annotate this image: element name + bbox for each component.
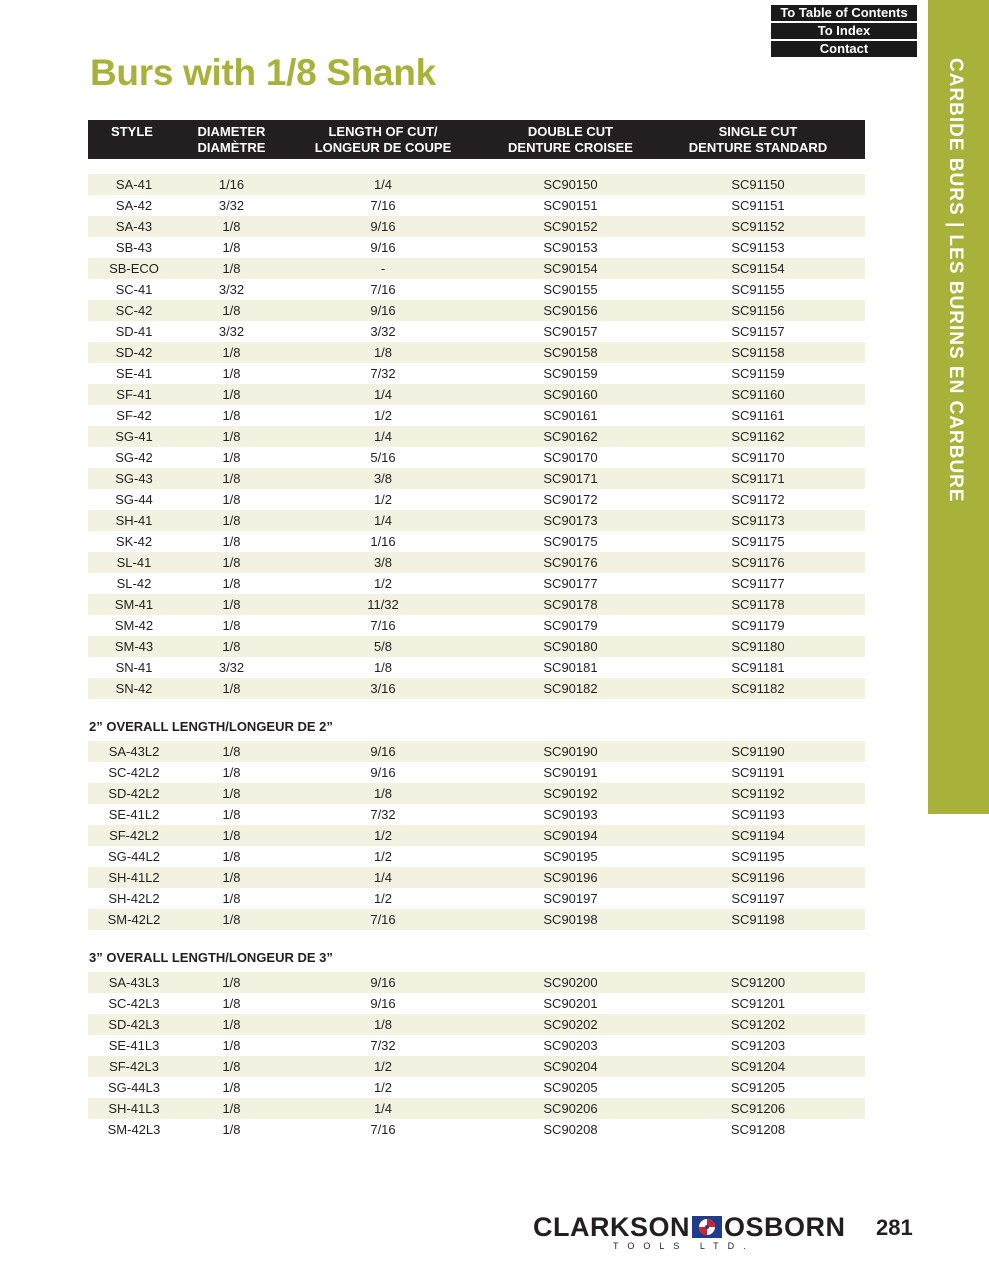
table-row bbox=[88, 846, 865, 867]
cell-diameter: 1/8 bbox=[222, 471, 241, 486]
cell-double-cut: SC90193 bbox=[543, 807, 598, 822]
cell-double-cut: SC90198 bbox=[543, 912, 598, 927]
cell-single-cut: SC91191 bbox=[731, 765, 785, 780]
table-row bbox=[88, 762, 865, 783]
cell-diameter: 1/8 bbox=[222, 891, 241, 906]
cell-length-of-cut: 7/16 bbox=[370, 618, 396, 633]
cell-style: SG-44L2 bbox=[107, 849, 161, 864]
cell-length-of-cut: 1/16 bbox=[370, 534, 396, 549]
cell-double-cut: SC90150 bbox=[543, 177, 598, 192]
cell-double-cut: SC90191 bbox=[543, 765, 598, 780]
cell-style: SA-43L2 bbox=[108, 744, 160, 759]
cell-diameter: 3/32 bbox=[218, 324, 245, 339]
cell-length-of-cut: 1/8 bbox=[373, 1017, 393, 1032]
cell-length-of-cut: 1/4 bbox=[373, 429, 393, 444]
table-row bbox=[88, 300, 865, 321]
cell-diameter: 1/8 bbox=[222, 765, 241, 780]
table-row bbox=[88, 216, 865, 237]
cell-style: SH-42L2 bbox=[108, 891, 160, 906]
cell-single-cut: SC91194 bbox=[731, 828, 785, 843]
cell-double-cut: SC90195 bbox=[543, 849, 598, 864]
cell-style: SC-42L3 bbox=[108, 996, 160, 1011]
table-row bbox=[88, 279, 865, 300]
cell-diameter: 3/32 bbox=[218, 198, 245, 213]
cell-single-cut: SC91157 bbox=[731, 324, 785, 339]
cell-length-of-cut: 7/32 bbox=[370, 807, 396, 822]
table-row bbox=[88, 657, 865, 678]
cell-double-cut: SC90179 bbox=[543, 618, 598, 633]
cell-length-of-cut: 7/16 bbox=[370, 282, 396, 297]
cell-style: SG-44L3 bbox=[107, 1080, 161, 1095]
table-row bbox=[88, 426, 865, 447]
cell-single-cut: SC91162 bbox=[731, 429, 785, 444]
cell-single-cut: SC91175 bbox=[731, 534, 785, 549]
table-row bbox=[88, 1035, 865, 1056]
cell-double-cut: SC90201 bbox=[543, 996, 598, 1011]
cell-single-cut: SC91204 bbox=[730, 1059, 786, 1074]
cell-length-of-cut: 7/32 bbox=[370, 1038, 396, 1053]
table-row bbox=[88, 237, 865, 258]
cell-style: SF-42 bbox=[116, 408, 152, 423]
cell-length-of-cut: 7/16 bbox=[370, 198, 396, 213]
cell-length-of-cut: 9/16 bbox=[370, 975, 396, 990]
cell-diameter: 1/8 bbox=[222, 408, 241, 423]
cell-style: SG-41 bbox=[115, 429, 153, 444]
cell-style: SL-42 bbox=[116, 576, 152, 591]
cell-double-cut: SC90154 bbox=[543, 261, 598, 276]
table-row bbox=[88, 174, 865, 195]
cell-style: SA-43 bbox=[115, 219, 153, 234]
table-row bbox=[88, 993, 865, 1014]
cell-length-of-cut: 1/2 bbox=[373, 828, 393, 843]
cell-length-of-cut: 9/16 bbox=[370, 219, 396, 234]
side-tab-label: CARBIDE BURS | LES BURINS EN CARBURE bbox=[945, 58, 966, 503]
cell-double-cut: SC90208 bbox=[543, 1122, 598, 1137]
header-diameter-fr: DIAMÈTRE bbox=[197, 140, 266, 155]
cell-double-cut: SC90162 bbox=[543, 429, 598, 444]
cell-length-of-cut: 11/32 bbox=[367, 597, 399, 612]
cell-length-of-cut: 3/8 bbox=[373, 555, 393, 570]
cell-diameter: 3/32 bbox=[218, 282, 245, 297]
cell-single-cut: SC91158 bbox=[731, 345, 785, 360]
cell-diameter: 1/8 bbox=[222, 219, 241, 234]
cell-single-cut: SC91154 bbox=[731, 261, 785, 276]
table-row bbox=[88, 1077, 865, 1098]
cell-style: SA-43L3 bbox=[108, 975, 160, 990]
clarkson-osborn-logo bbox=[533, 1213, 846, 1251]
cell-style: SH-41L2 bbox=[108, 870, 160, 885]
cell-style: SE-41 bbox=[115, 366, 153, 381]
cell-double-cut: SC90170 bbox=[543, 450, 598, 465]
cell-style: SM-42L3 bbox=[107, 1122, 161, 1137]
cell-length-of-cut: 9/16 bbox=[370, 303, 396, 318]
cell-length-of-cut: 1/2 bbox=[373, 891, 393, 906]
cell-single-cut: SC91170 bbox=[731, 450, 785, 465]
cell-style: SG-44 bbox=[115, 492, 153, 507]
cell-double-cut: SC90177 bbox=[543, 576, 598, 591]
cell-diameter: 1/8 bbox=[222, 429, 241, 444]
cell-style: SG-43 bbox=[115, 471, 153, 486]
header-double-cut bbox=[483, 124, 658, 156]
cell-style: SA-42 bbox=[115, 198, 153, 213]
cell-length-of-cut: 1/2 bbox=[373, 576, 393, 591]
cell-length-of-cut: 3/32 bbox=[370, 324, 396, 339]
cell-double-cut: SC90181 bbox=[543, 660, 598, 675]
cell-length-of-cut: 1/8 bbox=[373, 660, 393, 675]
cell-style: SB-43 bbox=[115, 240, 153, 255]
cell-style: SM-41 bbox=[114, 597, 154, 612]
cell-diameter: 1/8 bbox=[222, 492, 241, 507]
cell-style: SD-42L3 bbox=[108, 1017, 160, 1032]
cell-style: SF-42L3 bbox=[109, 1059, 159, 1074]
section-title-3in: 3” OVERALL LENGTH/LONGEUR DE 3” bbox=[89, 950, 333, 965]
table-row bbox=[88, 909, 865, 930]
cell-diameter: 1/8 bbox=[222, 807, 241, 822]
table-row bbox=[88, 258, 865, 279]
cell-diameter: 1/8 bbox=[222, 1059, 241, 1074]
cell-length-of-cut: 1/8 bbox=[373, 345, 393, 360]
cell-length-of-cut: 1/2 bbox=[373, 408, 393, 423]
cell-single-cut: SC91201 bbox=[730, 996, 786, 1011]
table-header bbox=[88, 120, 865, 159]
cell-single-cut: SC91159 bbox=[731, 366, 785, 381]
cell-length-of-cut: 1/4 bbox=[373, 387, 393, 402]
cell-diameter: 1/8 bbox=[222, 870, 241, 885]
page-number: 281 bbox=[876, 1215, 913, 1240]
cell-single-cut: SC91202 bbox=[730, 1017, 786, 1032]
header-style-label: STYLE bbox=[111, 124, 153, 139]
cell-single-cut: SC91190 bbox=[731, 744, 785, 759]
cell-style: SC-42L2 bbox=[108, 765, 160, 780]
cell-single-cut: SC91179 bbox=[731, 618, 785, 633]
section-title-2in: 2” OVERALL LENGTH/LONGEUR DE 2” bbox=[89, 719, 333, 734]
cell-single-cut: SC91195 bbox=[731, 849, 785, 864]
cell-single-cut: SC91178 bbox=[731, 597, 785, 612]
table-row bbox=[88, 1014, 865, 1035]
cell-single-cut: SC91181 bbox=[731, 660, 785, 675]
cell-single-cut: SC91182 bbox=[731, 681, 785, 696]
table-of-contents-link[interactable]: To Table of Contents bbox=[771, 5, 917, 21]
header-double-fr: DENTURE CROISEE bbox=[508, 140, 633, 155]
cell-style: SF-42L2 bbox=[109, 828, 159, 843]
cell-diameter: 1/8 bbox=[222, 996, 241, 1011]
cell-single-cut: SC91160 bbox=[731, 387, 785, 402]
header-single-cut bbox=[658, 124, 858, 156]
cell-diameter: 1/8 bbox=[222, 681, 241, 696]
table-row bbox=[88, 1098, 865, 1119]
table-row bbox=[88, 594, 865, 615]
header-length-en: LENGTH OF CUT/ bbox=[328, 124, 438, 139]
table-row bbox=[88, 1119, 865, 1140]
cell-diameter: 1/8 bbox=[222, 387, 241, 402]
cell-style: SD-42L2 bbox=[108, 786, 160, 801]
header-single-fr: DENTURE STANDARD bbox=[688, 140, 828, 155]
cell-double-cut: SC90196 bbox=[543, 870, 598, 885]
cell-length-of-cut: - bbox=[380, 261, 386, 276]
table-row bbox=[88, 342, 865, 363]
cell-double-cut: SC90171 bbox=[543, 471, 598, 486]
table-row bbox=[88, 363, 865, 384]
cell-single-cut: SC91172 bbox=[731, 492, 785, 507]
cell-style: SB-ECO bbox=[109, 261, 159, 276]
cell-length-of-cut: 9/16 bbox=[370, 744, 396, 759]
cell-diameter: 1/8 bbox=[222, 261, 241, 276]
cell-single-cut: SC91177 bbox=[731, 576, 785, 591]
index-link[interactable]: To Index bbox=[771, 23, 917, 39]
cell-length-of-cut: 9/16 bbox=[370, 240, 396, 255]
cell-length-of-cut: 5/16 bbox=[370, 450, 396, 465]
cell-single-cut: SC91198 bbox=[731, 912, 785, 927]
cell-style: SD-41 bbox=[115, 324, 153, 339]
cell-double-cut: SC90157 bbox=[543, 324, 598, 339]
cell-single-cut: SC91161 bbox=[731, 408, 785, 423]
table-row bbox=[88, 510, 865, 531]
cell-style: SF-41 bbox=[116, 387, 152, 402]
table-body-2in bbox=[88, 741, 865, 930]
cell-single-cut: SC91197 bbox=[731, 891, 785, 906]
cell-single-cut: SC91200 bbox=[730, 975, 786, 990]
cell-single-cut: SC91193 bbox=[731, 807, 785, 822]
cell-length-of-cut: 3/16 bbox=[370, 681, 396, 696]
cell-style: SA-41 bbox=[115, 177, 153, 192]
cell-diameter: 1/8 bbox=[222, 534, 241, 549]
cell-length-of-cut: 9/16 bbox=[370, 996, 396, 1011]
cell-diameter: 1/16 bbox=[218, 177, 245, 192]
header-diameter-en: DIAMETER bbox=[197, 124, 266, 139]
cell-style: SN-42 bbox=[115, 681, 153, 696]
cell-double-cut: SC90151 bbox=[543, 198, 598, 213]
cell-single-cut: SC91203 bbox=[730, 1038, 786, 1053]
cell-diameter: 1/8 bbox=[222, 1080, 241, 1095]
cell-double-cut: SC90173 bbox=[543, 513, 598, 528]
cell-diameter: 1/8 bbox=[222, 975, 241, 990]
cell-single-cut: SC91151 bbox=[731, 198, 785, 213]
cell-diameter: 1/8 bbox=[222, 912, 241, 927]
logo-mark-icon bbox=[692, 1216, 722, 1238]
cell-double-cut: SC90161 bbox=[543, 408, 598, 423]
cell-length-of-cut: 1/4 bbox=[373, 513, 393, 528]
cell-diameter: 1/8 bbox=[222, 450, 241, 465]
cell-double-cut: SC90159 bbox=[543, 366, 598, 381]
header-length bbox=[283, 124, 483, 156]
table-row bbox=[88, 972, 865, 993]
cell-single-cut: SC91208 bbox=[730, 1122, 786, 1137]
cell-diameter: 1/8 bbox=[222, 1101, 241, 1116]
cell-double-cut: SC90205 bbox=[543, 1080, 598, 1095]
cell-double-cut: SC90204 bbox=[543, 1059, 598, 1074]
table-row bbox=[88, 615, 865, 636]
cell-double-cut: SC90192 bbox=[543, 786, 598, 801]
cell-double-cut: SC90152 bbox=[543, 219, 598, 234]
cell-style: SK-42 bbox=[115, 534, 153, 549]
cell-style: SH-41 bbox=[115, 513, 153, 528]
cell-length-of-cut: 7/16 bbox=[370, 1122, 396, 1137]
cell-diameter: 1/8 bbox=[222, 639, 241, 654]
cell-diameter: 1/8 bbox=[222, 576, 241, 591]
cell-double-cut: SC90182 bbox=[543, 681, 598, 696]
cell-double-cut: SC90160 bbox=[543, 387, 598, 402]
cell-double-cut: SC90158 bbox=[543, 345, 598, 360]
cell-length-of-cut: 1/4 bbox=[373, 870, 393, 885]
cell-single-cut: SC91150 bbox=[731, 177, 785, 192]
cell-double-cut: SC90197 bbox=[543, 891, 598, 906]
table-row bbox=[88, 825, 865, 846]
table-row bbox=[88, 489, 865, 510]
table-row bbox=[88, 783, 865, 804]
cell-single-cut: SC91206 bbox=[730, 1101, 786, 1116]
cell-diameter: 1/8 bbox=[222, 597, 241, 612]
cell-style: SC-42 bbox=[115, 303, 153, 318]
cell-diameter: 1/8 bbox=[222, 513, 241, 528]
table-row bbox=[88, 867, 865, 888]
header-style bbox=[88, 124, 176, 140]
cell-single-cut: SC91192 bbox=[731, 786, 785, 801]
page-title: Burs with 1/8 Shank bbox=[90, 52, 436, 93]
cell-single-cut: SC91156 bbox=[731, 303, 785, 318]
cell-diameter: 1/8 bbox=[222, 555, 241, 570]
table-row bbox=[88, 552, 865, 573]
cell-double-cut: SC90180 bbox=[543, 639, 598, 654]
cell-double-cut: SC90202 bbox=[543, 1017, 598, 1032]
cell-style: SN-41 bbox=[115, 660, 153, 675]
cell-double-cut: SC90172 bbox=[543, 492, 598, 507]
logo-wordmark bbox=[533, 1213, 846, 1241]
cell-diameter: 1/8 bbox=[222, 345, 241, 360]
cell-style: SH-41L3 bbox=[108, 1101, 160, 1116]
cell-double-cut: SC90178 bbox=[543, 597, 598, 612]
header-length-fr: LONGEUR DE COUPE bbox=[314, 140, 452, 155]
table-row bbox=[88, 636, 865, 657]
cell-single-cut: SC91205 bbox=[730, 1080, 786, 1095]
logo-subtitle: TOOLS LTD. bbox=[613, 1241, 755, 1251]
table-row bbox=[88, 804, 865, 825]
table-body-3in bbox=[88, 972, 865, 1140]
cell-length-of-cut: 1/2 bbox=[373, 492, 393, 507]
table-row bbox=[88, 321, 865, 342]
cell-diameter: 3/32 bbox=[218, 660, 245, 675]
cell-style: SL-41 bbox=[116, 555, 152, 570]
table-row bbox=[88, 405, 865, 426]
cell-length-of-cut: 5/8 bbox=[373, 639, 393, 654]
cell-length-of-cut: 1/2 bbox=[373, 1080, 393, 1095]
cell-length-of-cut: 7/16 bbox=[370, 912, 396, 927]
table-row bbox=[88, 573, 865, 594]
cell-single-cut: SC91196 bbox=[731, 870, 785, 885]
cell-style: SM-43 bbox=[114, 639, 154, 654]
table-row bbox=[88, 678, 865, 699]
main-table-body bbox=[88, 174, 865, 699]
cell-double-cut: SC90156 bbox=[543, 303, 598, 318]
logo-left-text: CLARKSON bbox=[533, 1211, 690, 1242]
cell-style: SE-41L3 bbox=[108, 1038, 160, 1053]
table-row bbox=[88, 1056, 865, 1077]
cell-single-cut: SC91173 bbox=[731, 513, 785, 528]
cell-style: SC-41 bbox=[115, 282, 153, 297]
cell-length-of-cut: 1/2 bbox=[373, 849, 393, 864]
cell-double-cut: SC90203 bbox=[543, 1038, 598, 1053]
table-row bbox=[88, 531, 865, 552]
cell-double-cut: SC90175 bbox=[543, 534, 598, 549]
cell-diameter: 1/8 bbox=[222, 828, 241, 843]
cell-length-of-cut: 1/2 bbox=[373, 1059, 393, 1074]
cell-single-cut: SC91155 bbox=[731, 282, 785, 297]
cell-single-cut: SC91176 bbox=[731, 555, 785, 570]
cell-style: SD-42 bbox=[115, 345, 153, 360]
cell-diameter: 1/8 bbox=[222, 618, 241, 633]
logo-right-text: OSBORN bbox=[724, 1211, 846, 1242]
cell-diameter: 1/8 bbox=[222, 303, 241, 318]
table-row bbox=[88, 195, 865, 216]
contact-link[interactable]: Contact bbox=[771, 41, 917, 57]
cell-double-cut: SC90153 bbox=[543, 240, 598, 255]
cell-double-cut: SC90190 bbox=[543, 744, 598, 759]
cell-double-cut: SC90176 bbox=[543, 555, 598, 570]
cell-length-of-cut: 1/4 bbox=[373, 177, 393, 192]
cell-double-cut: SC90155 bbox=[543, 282, 598, 297]
cell-diameter: 1/8 bbox=[222, 744, 241, 759]
cell-double-cut: SC90206 bbox=[543, 1101, 598, 1116]
cell-length-of-cut: 3/8 bbox=[373, 471, 393, 486]
cell-double-cut: SC90200 bbox=[543, 975, 598, 990]
cell-single-cut: SC91153 bbox=[731, 240, 785, 255]
table-row bbox=[88, 384, 865, 405]
cell-diameter: 1/8 bbox=[222, 849, 241, 864]
header-diameter bbox=[180, 124, 283, 156]
table-row bbox=[88, 888, 865, 909]
cell-single-cut: SC91171 bbox=[731, 471, 785, 486]
cell-length-of-cut: 1/8 bbox=[373, 786, 393, 801]
header-double-en: DOUBLE CUT bbox=[527, 124, 614, 139]
cell-single-cut: SC91180 bbox=[731, 639, 785, 654]
cell-diameter: 1/8 bbox=[222, 786, 241, 801]
cell-diameter: 1/8 bbox=[222, 1038, 241, 1053]
cell-length-of-cut: 7/32 bbox=[370, 366, 396, 381]
cell-style: SM-42 bbox=[114, 618, 154, 633]
cell-single-cut: SC91152 bbox=[731, 219, 785, 234]
table-row bbox=[88, 741, 865, 762]
cell-length-of-cut: 1/4 bbox=[373, 1101, 393, 1116]
nav-links bbox=[771, 5, 917, 59]
cell-style: SG-42 bbox=[115, 450, 153, 465]
table-row bbox=[88, 468, 865, 489]
cell-style: SE-41L2 bbox=[108, 807, 160, 822]
cell-diameter: 1/8 bbox=[222, 1122, 241, 1137]
cell-style: SM-42L2 bbox=[107, 912, 161, 927]
cell-length-of-cut: 9/16 bbox=[370, 765, 396, 780]
table-row bbox=[88, 447, 865, 468]
cell-diameter: 1/8 bbox=[222, 1017, 241, 1032]
cell-diameter: 1/8 bbox=[222, 366, 241, 381]
header-single-en: SINGLE CUT bbox=[718, 124, 798, 139]
cell-diameter: 1/8 bbox=[222, 240, 241, 255]
cell-double-cut: SC90194 bbox=[543, 828, 598, 843]
